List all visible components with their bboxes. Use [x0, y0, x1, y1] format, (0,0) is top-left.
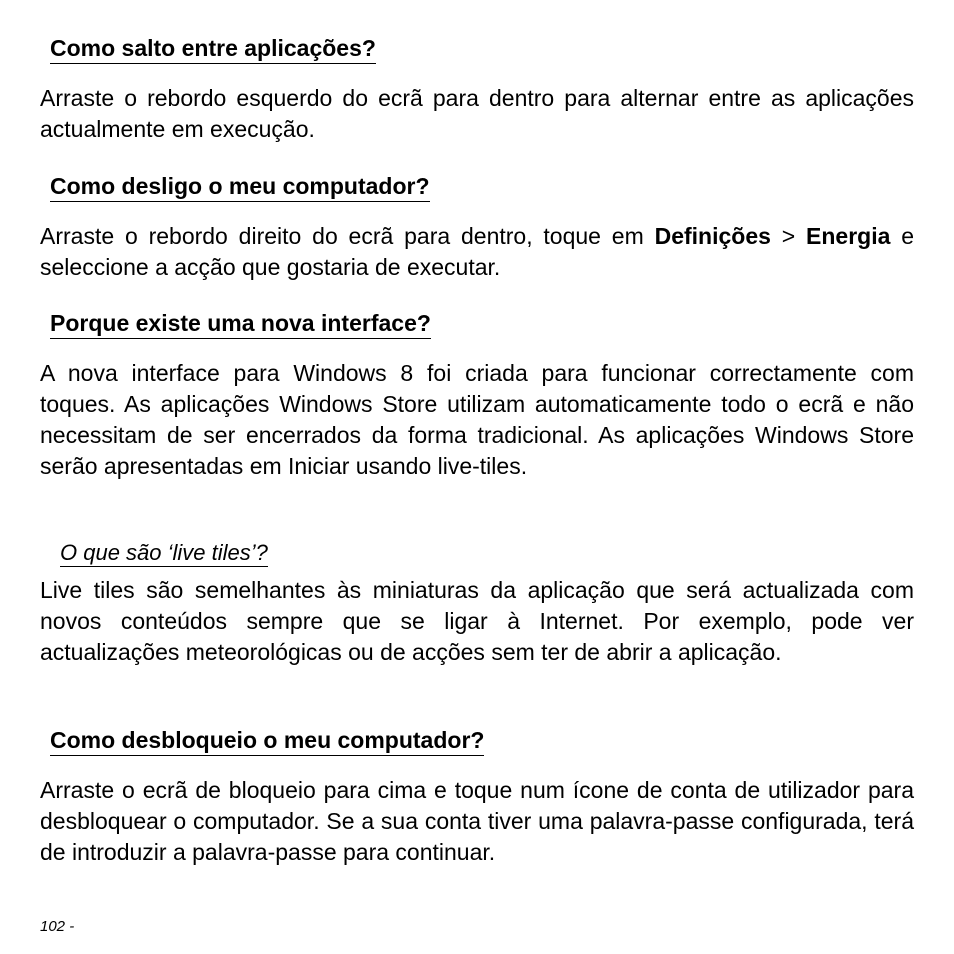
paragraph-unlock: Arraste o ecrã de bloqueio para cima e toque num ícone de conta de utilizador para desbloquear o computador. Se a sua conta tiver uma palavra-passe configurada, terá de introduzir a palavra-passe para continuar.	[40, 777, 914, 865]
paragraph-new-interface: A nova interface para Windows 8 foi criada para funcionar correctamente com toques. As aplicações Windows Store utilizam automaticamente todo o ecrã e não necessitam de ser encerrados da forma tradicional. As aplicações Windows Store serão apresentadas em Iniciar usando live-tiles.	[40, 360, 914, 479]
paragraph-live-tiles: Live tiles são semelhantes às miniaturas da aplicação que será actualizada com novos conteúdos sempre que se ligar à Internet. Por exemplo, pode ver actualizações meteorológicas ou de acções sem ter de abrir a aplicação.	[40, 577, 914, 665]
paragraph-shutdown-separator: >	[770, 223, 807, 249]
paragraph-switch-apps: Arraste o rebordo esquerdo do ecrã para dentro para alternar entre as aplicações actualmente em execução.	[40, 85, 914, 142]
paragraph-shutdown-text-1: Arraste o rebordo direito do ecrã para dentro, toque em	[40, 223, 655, 249]
page-number: 102 -	[40, 918, 75, 935]
power-term: Energia	[806, 223, 891, 249]
heading-new-interface: Porque existe uma nova interface?	[50, 309, 431, 339]
paragraph-shutdown	[40, 221, 914, 283]
heading-shutdown: Como desligo o meu computador?	[50, 172, 430, 202]
heading-switch-apps: Como salto entre aplicações?	[50, 34, 376, 64]
settings-term: Definições	[654, 223, 771, 249]
paragraph-shutdown-text-2: e seleccione a acção que gostaria de executar.	[40, 223, 915, 280]
subheading-live-tiles: O que são ‘live tiles’?	[60, 540, 268, 565]
heading-unlock: Como desbloqueio o meu computador?	[50, 726, 484, 756]
